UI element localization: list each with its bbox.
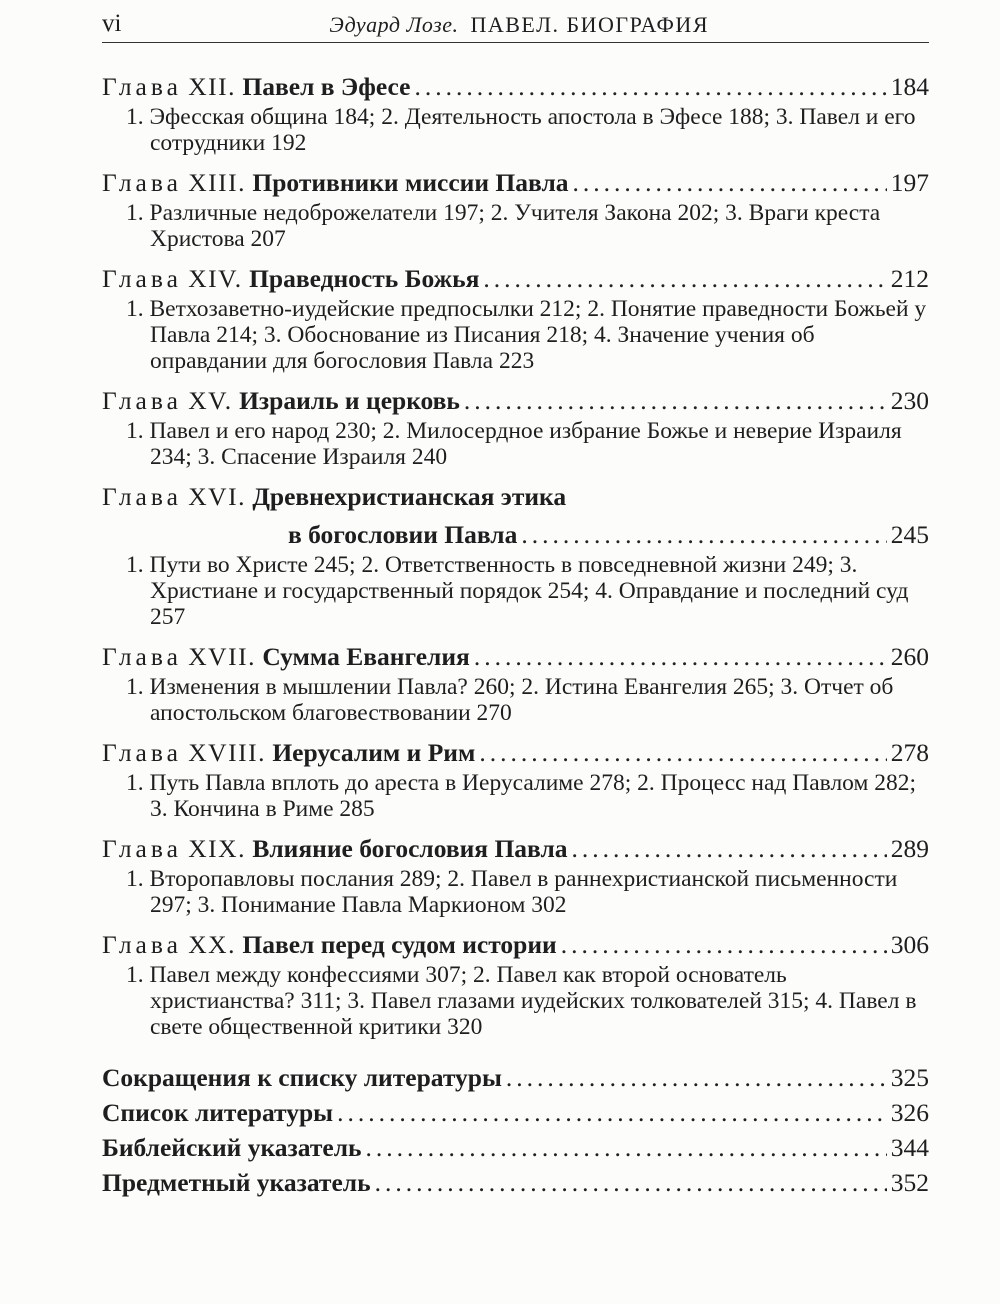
chapter-number: XV. xyxy=(188,386,233,415)
dot-leader xyxy=(572,830,887,868)
chapter-number: XIV. xyxy=(188,264,243,293)
dot-leader xyxy=(375,1165,887,1200)
chapter-label: Глава xyxy=(102,168,182,197)
chapter-heading xyxy=(102,68,929,106)
back-matter-page: 352 xyxy=(890,1168,929,1197)
chapter-page: 306 xyxy=(890,930,929,959)
toc-entry-chapter-12[interactable] xyxy=(102,68,929,156)
back-matter-page: 326 xyxy=(890,1098,929,1127)
author-name: Эдуард Лозе. xyxy=(329,12,459,37)
chapter-title: Влияние богословия Павла xyxy=(252,834,568,863)
dot-leader xyxy=(474,638,887,676)
chapter-label: Глава xyxy=(102,482,182,511)
dot-leader xyxy=(414,68,886,106)
chapter-number: XX. xyxy=(188,930,236,959)
page-number: vi xyxy=(102,10,122,37)
chapter-label: Глава xyxy=(102,738,182,767)
running-title xyxy=(329,12,709,38)
dot-leader xyxy=(561,926,887,964)
toc-entry-chapter-17[interactable] xyxy=(102,638,929,726)
chapter-page: 260 xyxy=(890,642,929,671)
chapter-heading xyxy=(102,478,929,516)
chapter-sections: 1. Изменения в мышлении Павла? 260; 2. Истина Евангелия 265; 3. Отчет об апостольском благовествовании 270 xyxy=(126,674,894,726)
chapter-heading xyxy=(102,734,929,772)
chapter-number: XIX. xyxy=(188,834,246,863)
chapter-heading xyxy=(102,926,929,964)
chapter-heading xyxy=(102,260,929,298)
back-matter-page: 344 xyxy=(890,1133,929,1162)
dot-leader xyxy=(366,1130,887,1165)
chapter-sections: 1. Эфесская община 184; 2. Деятельность апостола в Эфесе 188; 3. Павел и его сотрудники 192 xyxy=(126,104,916,156)
toc-entry-chapter-18[interactable] xyxy=(102,734,929,822)
chapter-label: Глава xyxy=(102,642,182,671)
chapter-page: 245 xyxy=(890,520,929,549)
back-matter-title: Список литературы xyxy=(102,1098,334,1127)
chapter-number: XVII. xyxy=(188,642,256,671)
toc-entry-subject-index[interactable] xyxy=(102,1165,929,1200)
dot-leader xyxy=(337,1095,887,1130)
toc-entry-chapter-20[interactable] xyxy=(102,926,929,1040)
chapter-label: Глава xyxy=(102,930,182,959)
table-of-contents xyxy=(102,68,929,1200)
chapter-label: Глава xyxy=(102,264,182,293)
chapter-label: Глава xyxy=(102,72,182,101)
back-matter-title: Сокращения к списку литературы xyxy=(102,1063,502,1092)
chapter-sections: 1. Второпавловы послания 289; 2. Павел в раннехристианской письменности 297; 3. Понимание Павла Маркионом 302 xyxy=(126,866,898,918)
chapter-sections: 1. Павел между конфессиями 307; 2. Павел как второй основатель христианства? 311; 3. Павел глазами иудейских толкователей 315; 4. Павел в свете общественной критики 320 xyxy=(126,962,917,1040)
toc-entry-chapter-13[interactable] xyxy=(102,164,929,252)
book-title: ПАВЕЛ. БИОГРАФИЯ xyxy=(470,12,709,37)
chapter-title: Древнехристианская этика xyxy=(252,482,567,511)
dot-leader xyxy=(479,734,886,772)
dot-leader xyxy=(464,382,887,420)
toc-entry-chapter-16[interactable] xyxy=(102,478,929,630)
chapter-page: 289 xyxy=(890,834,929,863)
chapter-heading xyxy=(102,164,929,202)
chapter-number: XVIII. xyxy=(188,738,266,767)
chapter-page: 184 xyxy=(890,72,929,101)
chapter-title: Павел перед судом истории xyxy=(242,930,557,959)
chapter-heading xyxy=(102,382,929,420)
chapter-number: XIII. xyxy=(188,168,247,197)
chapter-number: XII. xyxy=(188,72,237,101)
chapter-sections: 1. Пути во Христе 245; 2. Ответственность в повседневной жизни 249; 3. Христиане и государственный порядок 254; 4. Оправдание и последний суд 257 xyxy=(126,552,909,630)
chapter-label: Глава xyxy=(102,386,182,415)
chapter-heading xyxy=(102,638,929,676)
chapter-title: Праведность Божья xyxy=(249,264,480,293)
back-matter-title: Предметный указатель xyxy=(102,1168,371,1197)
toc-entry-chapter-14[interactable] xyxy=(102,260,929,374)
chapter-heading xyxy=(102,830,929,868)
back-matter-title: Библейский указатель xyxy=(102,1133,362,1162)
dot-leader xyxy=(521,516,886,554)
chapter-title: Израиль и церковь xyxy=(239,386,460,415)
chapter-sections: 1. Путь Павла вплоть до ареста в Иерусалиме 278; 2. Процесс над Павлом 282; 3. Кончина в Риме 285 xyxy=(126,770,917,822)
chapter-title: Сумма Евангелия xyxy=(262,642,470,671)
chapter-page: 197 xyxy=(890,168,929,197)
dot-leader xyxy=(506,1060,887,1095)
toc-entry-chapter-19[interactable] xyxy=(102,830,929,918)
chapter-heading-continuation xyxy=(102,516,929,554)
chapter-sections: 1. Ветхозаветно-иудейские предпосылки 212; 2. Понятие праведности Божьей у Павла 214; 3. Обоснование из Писания 218; 4. Значение учения об оправдании для богословия Павла 223 xyxy=(126,296,927,374)
toc-entry-abbreviations[interactable] xyxy=(102,1060,929,1095)
chapter-label: Глава xyxy=(102,834,182,863)
chapter-sections: 1. Павел и его народ 230; 2. Милосердное избрание Божье и неверие Израиля 234; 3. Спасение Израиля 240 xyxy=(126,418,902,470)
back-matter-page: 325 xyxy=(890,1063,929,1092)
chapter-title: Противники миссии Павла xyxy=(252,168,569,197)
chapter-title: Павел в Эфесе xyxy=(242,72,411,101)
dot-leader xyxy=(573,164,887,202)
running-header xyxy=(102,10,929,43)
chapter-title: Иерусалим и Рим xyxy=(272,738,476,767)
back-matter xyxy=(102,1060,929,1200)
toc-entry-bibliography[interactable] xyxy=(102,1095,929,1130)
chapter-number: XVI. xyxy=(188,482,246,511)
chapter-page: 230 xyxy=(890,386,929,415)
chapter-sections: 1. Различные недоброжелатели 197; 2. Учителя Закона 202; 3. Враги креста Христова 207 xyxy=(126,200,881,252)
toc-entry-chapter-15[interactable] xyxy=(102,382,929,470)
chapter-title-continuation: в богословии Павла xyxy=(288,520,518,549)
chapter-page: 212 xyxy=(890,264,929,293)
toc-entry-bible-index[interactable] xyxy=(102,1130,929,1165)
chapter-page: 278 xyxy=(890,738,929,767)
dot-leader xyxy=(483,260,886,298)
